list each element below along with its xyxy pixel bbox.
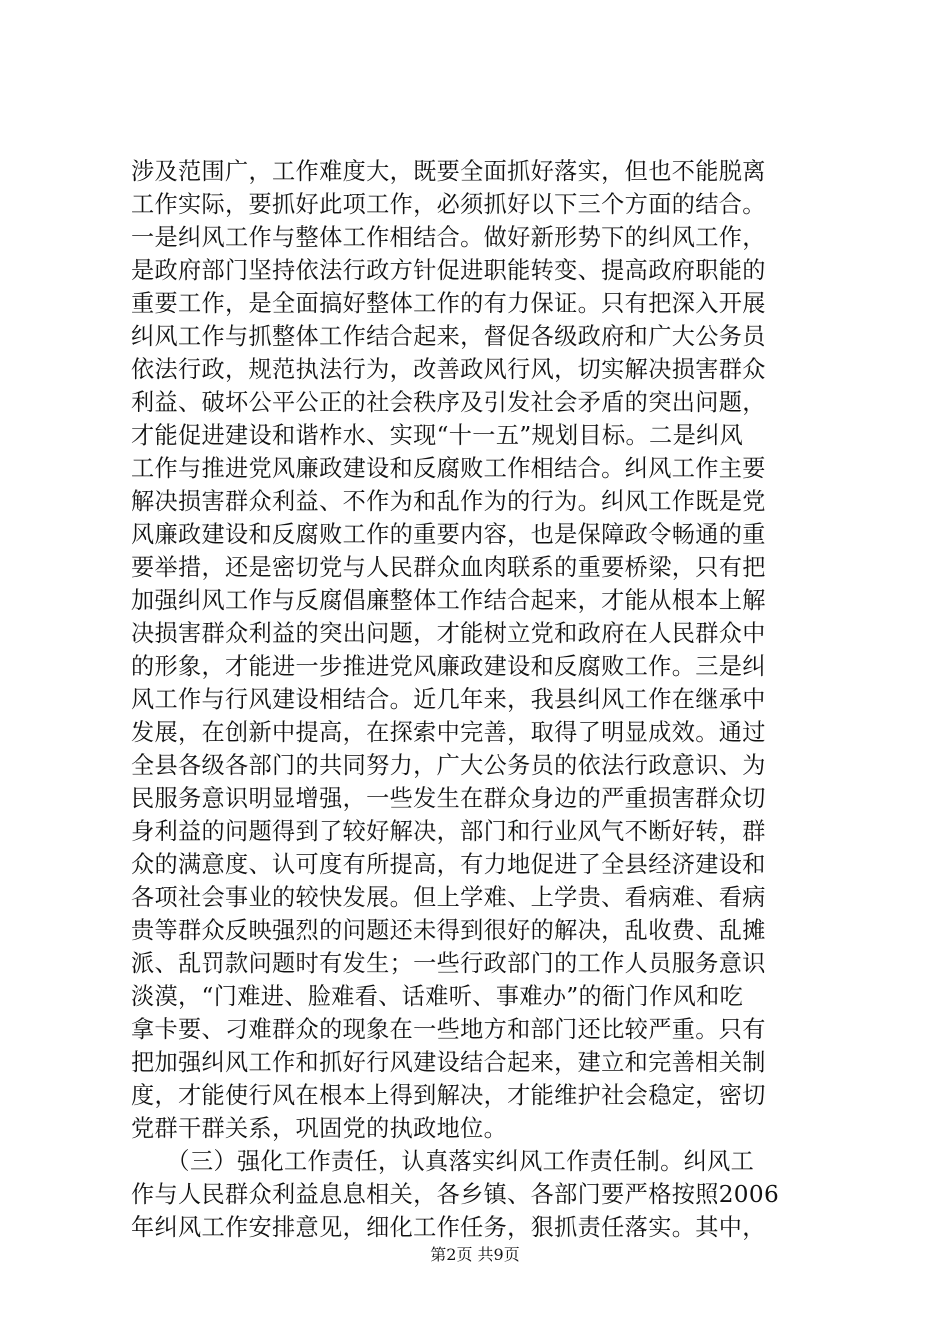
text-line: 工作实际，要抓好此项工作，必须抓好以下三个方面的结合。 [131, 190, 766, 218]
text-line: 众的满意度、认可度有所提高，有力地促进了全县经济建设和 [131, 850, 766, 878]
text-line: 淡漠，“门难进、脸难看、话难听、事难办”的衙门作风和吃 [131, 982, 744, 1010]
body-text [131, 155, 831, 1244]
text-line: 发展，在创新中提高，在探索中完善，取得了明显成效。通过 [131, 718, 766, 746]
text-line: 把加强纠风工作和抓好行风建设结合起来，建立和完善相关制 [131, 1048, 766, 1076]
text-line: 作与人民群众利益息息相关，各乡镇、各部门要严格按照2006 [131, 1180, 780, 1208]
text-line: 涉及范围广，工作难度大，既要全面抓好落实，但也不能脱离 [131, 157, 766, 185]
text-line: 各项社会事业的较快发展。但上学难、上学贵、看病难、看病 [131, 883, 766, 911]
text-line: 一是纠风工作与整体工作相结合。做好新形势下的纠风工作， [131, 223, 766, 251]
text-line: 的形象，才能进一步推进党风廉政建设和反腐败工作。三是纠 [131, 652, 766, 680]
text-line: 民服务意识明显增强，一些发生在群众身边的严重损害群众切 [131, 784, 766, 812]
text-line: 重要工作，是全面搞好整体工作的有力保证。只有把深入开展 [131, 289, 766, 317]
text-line: 解决损害群众利益、不作为和乱作为的行为。纠风工作既是党 [131, 487, 766, 515]
text-line: 纠风工作与抓整体工作结合起来，督促各级政府和广大公务员 [131, 322, 766, 350]
text-line: 度，才能使行风在根本上得到解决，才能维护社会稳定，密切 [131, 1081, 766, 1109]
text-line: 贵等群众反映强烈的问题还未得到很好的解决，乱收费、乱摊 [131, 916, 766, 944]
text-line: 派、乱罚款问题时有发生；一些行政部门的工作人员服务意识 [131, 949, 766, 977]
text-line: 党群干群关系，巩固党的执政地位。 [131, 1114, 508, 1142]
text-line: 拿卡要、刁难群众的现象在一些地方和部门还比较严重。只有 [131, 1015, 766, 1043]
text-line: 决损害群众利益的突出问题，才能树立党和政府在人民群众中 [131, 619, 766, 647]
text-line: 要举措，还是密切党与人民群众血肉联系的重要桥梁，只有把 [131, 553, 766, 581]
text-line: 利益、破坏公平公正的社会秩序及引发社会矛盾的突出问题， [131, 388, 766, 416]
text-line: 风工作与行风建设相结合。近几年来，我县纠风工作在继承中 [131, 685, 766, 713]
page-footer: 第2页 共9页 [430, 1245, 520, 1264]
text-line: 年纠风工作安排意见，细化工作任务，狠抓责任落实。其中， [131, 1213, 766, 1241]
text-line: 依法行政，规范执法行为，改善政风行风，切实解决损害群众 [131, 355, 766, 383]
text-line: 加强纠风工作与反腐倡廉整体工作结合起来，才能从根本上解 [131, 586, 766, 614]
text-line: 身利益的问题得到了较好解决，部门和行业风气不断好转，群 [131, 817, 766, 845]
text-line: 全县各级各部门的共同努力，广大公务员的依法行政意识、为 [131, 751, 766, 779]
text-line: 才能促进建设和谐柞水、实现“十一五”规划目标。二是纠风 [131, 421, 744, 449]
text-line: 风廉政建设和反腐败工作的重要内容，也是保障政令畅通的重 [131, 520, 766, 548]
text-line: 是政府部门坚持依法行政方针促进职能转变、提高政府职能的 [131, 256, 766, 284]
text-line: 工作与推进党风廉政建设和反腐败工作相结合。纠风工作主要 [131, 454, 766, 482]
text-line: （三）强化工作责任，认真落实纠风工作责任制。纠风工 [131, 1147, 755, 1175]
